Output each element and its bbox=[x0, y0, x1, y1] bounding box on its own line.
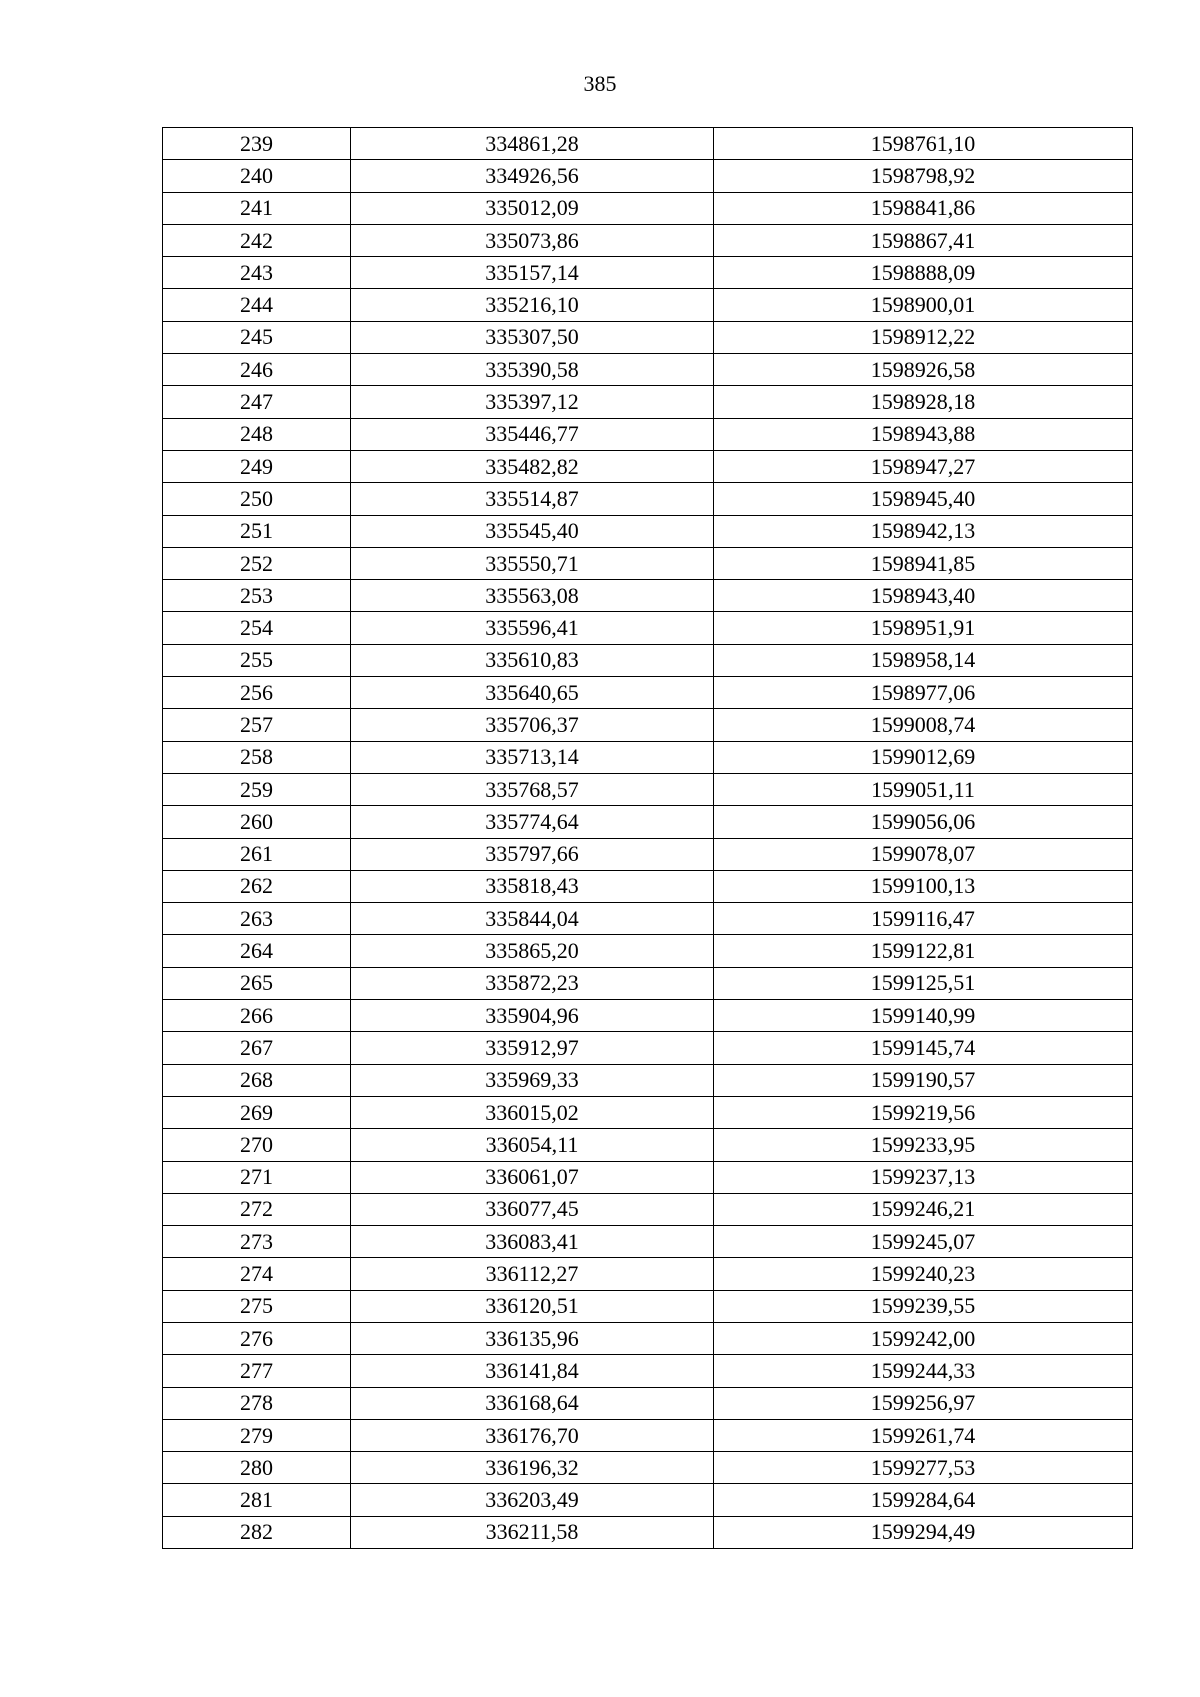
y-coordinate-cell: 1598945,40 bbox=[714, 483, 1133, 515]
x-coordinate-cell: 335706,37 bbox=[351, 709, 714, 741]
y-coordinate-cell: 1599237,13 bbox=[714, 1161, 1133, 1193]
x-coordinate-cell: 335545,40 bbox=[351, 515, 714, 547]
point-number-cell: 263 bbox=[163, 903, 351, 935]
point-number-cell: 273 bbox=[163, 1226, 351, 1258]
x-coordinate-cell: 335397,12 bbox=[351, 386, 714, 418]
point-number-cell: 253 bbox=[163, 580, 351, 612]
table-row bbox=[163, 483, 1133, 515]
coordinates-table-body bbox=[163, 128, 1133, 1549]
table-row bbox=[163, 1355, 1133, 1387]
x-coordinate-cell: 334861,28 bbox=[351, 128, 714, 160]
point-number-cell: 258 bbox=[163, 741, 351, 773]
table-row bbox=[163, 1032, 1133, 1064]
x-coordinate-cell: 336168,64 bbox=[351, 1387, 714, 1419]
table-row bbox=[163, 1387, 1133, 1419]
y-coordinate-cell: 1599051,11 bbox=[714, 773, 1133, 805]
table-row bbox=[163, 612, 1133, 644]
point-number-cell: 255 bbox=[163, 644, 351, 676]
x-coordinate-cell: 336211,58 bbox=[351, 1516, 714, 1548]
table-row bbox=[163, 838, 1133, 870]
x-coordinate-cell: 335073,86 bbox=[351, 224, 714, 256]
table-row bbox=[163, 1516, 1133, 1548]
y-coordinate-cell: 1598943,88 bbox=[714, 418, 1133, 450]
x-coordinate-cell: 335563,08 bbox=[351, 580, 714, 612]
table-row bbox=[163, 1129, 1133, 1161]
y-coordinate-cell: 1599122,81 bbox=[714, 935, 1133, 967]
table-row bbox=[163, 321, 1133, 353]
y-coordinate-cell: 1599245,07 bbox=[714, 1226, 1133, 1258]
table-row bbox=[163, 903, 1133, 935]
y-coordinate-cell: 1599256,97 bbox=[714, 1387, 1133, 1419]
point-number-cell: 279 bbox=[163, 1419, 351, 1451]
table-row bbox=[163, 580, 1133, 612]
y-coordinate-cell: 1598798,92 bbox=[714, 160, 1133, 192]
y-coordinate-cell: 1598943,40 bbox=[714, 580, 1133, 612]
x-coordinate-cell: 336061,07 bbox=[351, 1161, 714, 1193]
table-row bbox=[163, 1322, 1133, 1354]
y-coordinate-cell: 1598942,13 bbox=[714, 515, 1133, 547]
point-number-cell: 250 bbox=[163, 483, 351, 515]
x-coordinate-cell: 335640,65 bbox=[351, 677, 714, 709]
y-coordinate-cell: 1599246,21 bbox=[714, 1193, 1133, 1225]
x-coordinate-cell: 335865,20 bbox=[351, 935, 714, 967]
y-coordinate-cell: 1599190,57 bbox=[714, 1064, 1133, 1096]
y-coordinate-cell: 1598951,91 bbox=[714, 612, 1133, 644]
point-number-cell: 281 bbox=[163, 1484, 351, 1516]
table-row bbox=[163, 1161, 1133, 1193]
x-coordinate-cell: 336196,32 bbox=[351, 1452, 714, 1484]
table-row bbox=[163, 1000, 1133, 1032]
table-row bbox=[163, 806, 1133, 838]
table-row bbox=[163, 1258, 1133, 1290]
point-number-cell: 245 bbox=[163, 321, 351, 353]
x-coordinate-cell: 334926,56 bbox=[351, 160, 714, 192]
y-coordinate-cell: 1599242,00 bbox=[714, 1322, 1133, 1354]
y-coordinate-cell: 1598941,85 bbox=[714, 547, 1133, 579]
y-coordinate-cell: 1599244,33 bbox=[714, 1355, 1133, 1387]
x-coordinate-cell: 336135,96 bbox=[351, 1322, 714, 1354]
point-number-cell: 243 bbox=[163, 257, 351, 289]
y-coordinate-cell: 1598912,22 bbox=[714, 321, 1133, 353]
point-number-cell: 269 bbox=[163, 1096, 351, 1128]
point-number-cell: 252 bbox=[163, 547, 351, 579]
point-number-cell: 277 bbox=[163, 1355, 351, 1387]
table-row bbox=[163, 1193, 1133, 1225]
y-coordinate-cell: 1599294,49 bbox=[714, 1516, 1133, 1548]
y-coordinate-cell: 1598926,58 bbox=[714, 354, 1133, 386]
x-coordinate-cell: 335514,87 bbox=[351, 483, 714, 515]
x-coordinate-cell: 335446,77 bbox=[351, 418, 714, 450]
table-row bbox=[163, 1064, 1133, 1096]
y-coordinate-cell: 1598947,27 bbox=[714, 450, 1133, 482]
y-coordinate-cell: 1599284,64 bbox=[714, 1484, 1133, 1516]
y-coordinate-cell: 1599056,06 bbox=[714, 806, 1133, 838]
table-row bbox=[163, 935, 1133, 967]
table-row bbox=[163, 677, 1133, 709]
table-row bbox=[163, 1096, 1133, 1128]
table-row bbox=[163, 192, 1133, 224]
y-coordinate-cell: 1599125,51 bbox=[714, 967, 1133, 999]
table-row bbox=[163, 418, 1133, 450]
point-number-cell: 280 bbox=[163, 1452, 351, 1484]
x-coordinate-cell: 335012,09 bbox=[351, 192, 714, 224]
y-coordinate-cell: 1599277,53 bbox=[714, 1452, 1133, 1484]
table-row bbox=[163, 709, 1133, 741]
point-number-cell: 265 bbox=[163, 967, 351, 999]
x-coordinate-cell: 335844,04 bbox=[351, 903, 714, 935]
point-number-cell: 267 bbox=[163, 1032, 351, 1064]
table-row bbox=[163, 224, 1133, 256]
x-coordinate-cell: 335713,14 bbox=[351, 741, 714, 773]
x-coordinate-cell: 335818,43 bbox=[351, 870, 714, 902]
page-number: 385 bbox=[583, 71, 617, 96]
y-coordinate-cell: 1599140,99 bbox=[714, 1000, 1133, 1032]
point-number-cell: 239 bbox=[163, 128, 351, 160]
x-coordinate-cell: 335390,58 bbox=[351, 354, 714, 386]
table-row bbox=[163, 741, 1133, 773]
point-number-cell: 270 bbox=[163, 1129, 351, 1161]
point-number-cell: 264 bbox=[163, 935, 351, 967]
table-row bbox=[163, 1290, 1133, 1322]
table-row bbox=[163, 450, 1133, 482]
table-row bbox=[163, 515, 1133, 547]
x-coordinate-cell: 335797,66 bbox=[351, 838, 714, 870]
table-row bbox=[163, 289, 1133, 321]
point-number-cell: 251 bbox=[163, 515, 351, 547]
x-coordinate-cell: 336141,84 bbox=[351, 1355, 714, 1387]
point-number-cell: 249 bbox=[163, 450, 351, 482]
table-row bbox=[163, 1419, 1133, 1451]
y-coordinate-cell: 1598841,86 bbox=[714, 192, 1133, 224]
table-row bbox=[163, 354, 1133, 386]
table-row bbox=[163, 773, 1133, 805]
table-row bbox=[163, 547, 1133, 579]
y-coordinate-cell: 1598888,09 bbox=[714, 257, 1133, 289]
y-coordinate-cell: 1598867,41 bbox=[714, 224, 1133, 256]
x-coordinate-cell: 335596,41 bbox=[351, 612, 714, 644]
x-coordinate-cell: 335610,83 bbox=[351, 644, 714, 676]
x-coordinate-cell: 336083,41 bbox=[351, 1226, 714, 1258]
table-row bbox=[163, 160, 1133, 192]
y-coordinate-cell: 1598958,14 bbox=[714, 644, 1133, 676]
x-coordinate-cell: 335904,96 bbox=[351, 1000, 714, 1032]
x-coordinate-cell: 335768,57 bbox=[351, 773, 714, 805]
coordinates-table bbox=[162, 127, 1133, 1549]
x-coordinate-cell: 335969,33 bbox=[351, 1064, 714, 1096]
x-coordinate-cell: 335307,50 bbox=[351, 321, 714, 353]
point-number-cell: 248 bbox=[163, 418, 351, 450]
y-coordinate-cell: 1599078,07 bbox=[714, 838, 1133, 870]
point-number-cell: 242 bbox=[163, 224, 351, 256]
x-coordinate-cell: 336120,51 bbox=[351, 1290, 714, 1322]
point-number-cell: 275 bbox=[163, 1290, 351, 1322]
x-coordinate-cell: 336015,02 bbox=[351, 1096, 714, 1128]
point-number-cell: 246 bbox=[163, 354, 351, 386]
y-coordinate-cell: 1598900,01 bbox=[714, 289, 1133, 321]
x-coordinate-cell: 335157,14 bbox=[351, 257, 714, 289]
y-coordinate-cell: 1599012,69 bbox=[714, 741, 1133, 773]
y-coordinate-cell: 1599219,56 bbox=[714, 1096, 1133, 1128]
point-number-cell: 240 bbox=[163, 160, 351, 192]
table-row bbox=[163, 128, 1133, 160]
x-coordinate-cell: 335216,10 bbox=[351, 289, 714, 321]
x-coordinate-cell: 336176,70 bbox=[351, 1419, 714, 1451]
y-coordinate-cell: 1598761,10 bbox=[714, 128, 1133, 160]
x-coordinate-cell: 335912,97 bbox=[351, 1032, 714, 1064]
y-coordinate-cell: 1598928,18 bbox=[714, 386, 1133, 418]
point-number-cell: 282 bbox=[163, 1516, 351, 1548]
y-coordinate-cell: 1599261,74 bbox=[714, 1419, 1133, 1451]
point-number-cell: 259 bbox=[163, 773, 351, 805]
y-coordinate-cell: 1599233,95 bbox=[714, 1129, 1133, 1161]
y-coordinate-cell: 1599116,47 bbox=[714, 903, 1133, 935]
table-row bbox=[163, 870, 1133, 902]
table-row bbox=[163, 967, 1133, 999]
point-number-cell: 272 bbox=[163, 1193, 351, 1225]
point-number-cell: 271 bbox=[163, 1161, 351, 1193]
table-row bbox=[163, 257, 1133, 289]
table-row bbox=[163, 386, 1133, 418]
point-number-cell: 276 bbox=[163, 1322, 351, 1354]
point-number-cell: 254 bbox=[163, 612, 351, 644]
y-coordinate-cell: 1598977,06 bbox=[714, 677, 1133, 709]
point-number-cell: 278 bbox=[163, 1387, 351, 1419]
point-number-cell: 260 bbox=[163, 806, 351, 838]
point-number-cell: 241 bbox=[163, 192, 351, 224]
y-coordinate-cell: 1599239,55 bbox=[714, 1290, 1133, 1322]
x-coordinate-cell: 335872,23 bbox=[351, 967, 714, 999]
x-coordinate-cell: 336203,49 bbox=[351, 1484, 714, 1516]
y-coordinate-cell: 1599100,13 bbox=[714, 870, 1133, 902]
point-number-cell: 266 bbox=[163, 1000, 351, 1032]
x-coordinate-cell: 335550,71 bbox=[351, 547, 714, 579]
point-number-cell: 244 bbox=[163, 289, 351, 321]
table-row bbox=[163, 644, 1133, 676]
x-coordinate-cell: 335774,64 bbox=[351, 806, 714, 838]
table-row bbox=[163, 1452, 1133, 1484]
y-coordinate-cell: 1599240,23 bbox=[714, 1258, 1133, 1290]
point-number-cell: 247 bbox=[163, 386, 351, 418]
point-number-cell: 262 bbox=[163, 870, 351, 902]
x-coordinate-cell: 336054,11 bbox=[351, 1129, 714, 1161]
point-number-cell: 268 bbox=[163, 1064, 351, 1096]
x-coordinate-cell: 336077,45 bbox=[351, 1193, 714, 1225]
y-coordinate-cell: 1599008,74 bbox=[714, 709, 1133, 741]
x-coordinate-cell: 336112,27 bbox=[351, 1258, 714, 1290]
point-number-cell: 256 bbox=[163, 677, 351, 709]
point-number-cell: 274 bbox=[163, 1258, 351, 1290]
x-coordinate-cell: 335482,82 bbox=[351, 450, 714, 482]
point-number-cell: 261 bbox=[163, 838, 351, 870]
table-row bbox=[163, 1226, 1133, 1258]
point-number-cell: 257 bbox=[163, 709, 351, 741]
table-row bbox=[163, 1484, 1133, 1516]
y-coordinate-cell: 1599145,74 bbox=[714, 1032, 1133, 1064]
